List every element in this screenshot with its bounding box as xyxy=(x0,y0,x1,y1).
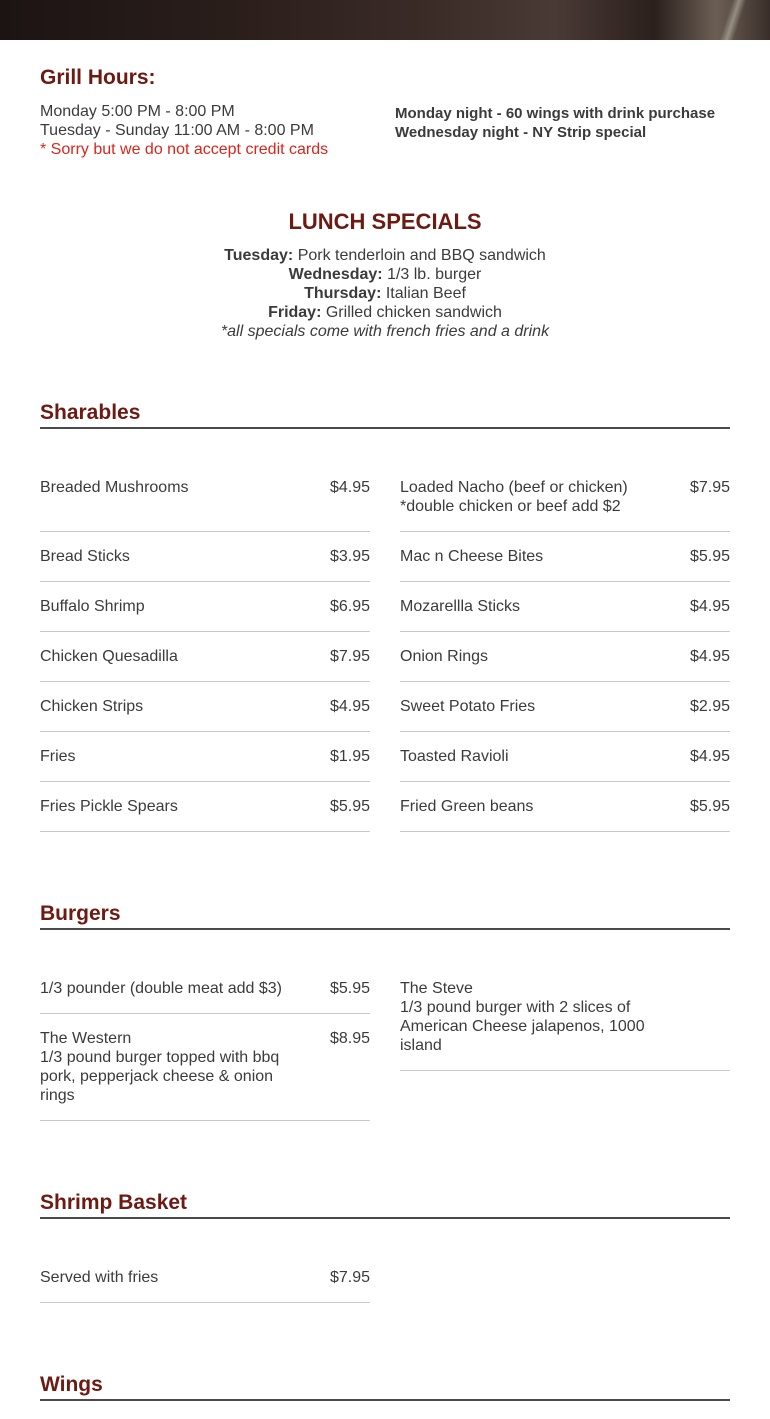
section-title-shrimp-basket: Shrimp Basket xyxy=(40,1190,730,1219)
item-name: The Western xyxy=(40,1030,132,1047)
sharables-right-column xyxy=(400,478,730,832)
item-name: The Steve xyxy=(400,980,473,997)
item-price: $7.95 xyxy=(329,1269,370,1286)
menu-item xyxy=(400,478,730,532)
item-name: Buffalo Shrimp xyxy=(40,598,145,615)
item-description: *double chicken or beef add $2 xyxy=(400,498,621,515)
item-name: Chicken Quesadilla xyxy=(40,648,178,665)
item-price: $5.95 xyxy=(329,798,370,815)
header-banner-image xyxy=(0,0,770,40)
menu-item xyxy=(40,732,370,782)
item-name: Breaded Mushrooms xyxy=(40,479,189,496)
item-price: $5.95 xyxy=(689,548,730,565)
item-price: $1.95 xyxy=(329,748,370,765)
section-title-burgers: Burgers xyxy=(40,901,730,930)
item-name: Onion Rings xyxy=(400,648,489,665)
item-name: Served with fries xyxy=(40,1269,159,1286)
item-name: Chicken Strips xyxy=(40,698,144,715)
item-price: $4.95 xyxy=(689,648,730,665)
lunch-day: Tuesday: xyxy=(224,247,294,264)
menu-item xyxy=(40,979,370,1014)
item-description: 1/3 pound burger with 2 slices of American Cheese jalapenos, 1000 island xyxy=(400,999,645,1054)
item-price: $4.95 xyxy=(689,598,730,615)
lunch-note: *all specials come with french fries and a drink xyxy=(220,323,550,340)
burgers-left-column xyxy=(40,979,370,1121)
lunch-specials-title: LUNCH SPECIALS xyxy=(288,209,482,234)
section-title-wings: Wings xyxy=(40,1372,730,1401)
menu-item xyxy=(40,532,370,582)
item-name: Fries Pickle Spears xyxy=(40,798,178,815)
item-name: Toasted Ravioli xyxy=(400,748,509,765)
lunch-specials xyxy=(0,246,770,341)
grill-hours xyxy=(40,102,328,159)
item-price: $6.95 xyxy=(329,598,370,615)
menu-item xyxy=(400,782,730,832)
menu-item xyxy=(40,478,370,532)
menu-item xyxy=(40,682,370,732)
lunch-special-row xyxy=(0,246,770,265)
section-title-sharables: Sharables xyxy=(40,400,730,429)
item-price: $3.95 xyxy=(329,548,370,565)
shrimp-left-column xyxy=(40,1268,370,1303)
lunch-day: Wednesday: xyxy=(288,266,383,283)
menu-item xyxy=(400,682,730,732)
item-price: $4.95 xyxy=(689,748,730,765)
menu-item xyxy=(400,732,730,782)
menu-item xyxy=(40,782,370,832)
menu-item xyxy=(400,532,730,582)
item-name: Mozarellla Sticks xyxy=(400,598,521,615)
hours-line: Tuesday - Sunday 11:00 AM - 8:00 PM xyxy=(40,122,314,139)
item-price: $7.95 xyxy=(329,648,370,665)
sharables-left-column xyxy=(40,478,370,832)
hours-line: Monday 5:00 PM - 8:00 PM xyxy=(40,103,235,120)
item-price: $8.95 xyxy=(329,1030,370,1047)
menu-item xyxy=(40,582,370,632)
weekly-special: Monday night - 60 wings with drink purchase xyxy=(395,105,716,122)
item-name: Loaded Nacho (beef or chicken) xyxy=(400,479,628,496)
lunch-special-row xyxy=(0,284,770,303)
item-name: Bread Sticks xyxy=(40,548,130,565)
lunch-special-row xyxy=(0,303,770,322)
burgers-right-column xyxy=(400,979,730,1071)
menu-item xyxy=(40,1014,370,1121)
item-price: $4.95 xyxy=(329,479,370,496)
item-price: $4.95 xyxy=(329,698,370,715)
lunch-day: Friday: xyxy=(268,304,322,321)
menu-item xyxy=(400,979,730,1071)
lunch-item: 1/3 lb. burger xyxy=(387,266,482,283)
item-name: 1/3 pounder (double meat add $3) xyxy=(40,980,282,997)
menu-item xyxy=(400,632,730,682)
item-name: Fried Green beans xyxy=(400,798,534,815)
menu-item xyxy=(400,582,730,632)
weekly-specials xyxy=(395,104,715,142)
grill-hours-title: Grill Hours: xyxy=(40,66,156,89)
lunch-item: Grilled chicken sandwich xyxy=(325,304,502,321)
lunch-item: Italian Beef xyxy=(385,285,466,302)
item-price: $2.95 xyxy=(689,698,730,715)
item-name: Sweet Potato Fries xyxy=(400,698,536,715)
menu-item xyxy=(40,632,370,682)
item-description: 1/3 pound burger topped with bbq pork, pepperjack cheese & onion rings xyxy=(40,1049,280,1104)
lunch-day: Thursday: xyxy=(304,285,382,302)
lunch-item: Pork tenderloin and BBQ sandwich xyxy=(297,247,546,264)
item-price: $5.95 xyxy=(689,798,730,815)
lunch-special-row xyxy=(0,265,770,284)
item-price: $7.95 xyxy=(689,479,730,496)
weekly-special: Wednesday night - NY Strip special xyxy=(395,124,647,141)
item-price: $5.95 xyxy=(329,980,370,997)
item-name: Mac n Cheese Bites xyxy=(400,548,544,565)
credit-card-notice: * Sorry but we do not accept credit cards xyxy=(40,141,329,158)
menu-item xyxy=(40,1268,370,1303)
item-name: Fries xyxy=(40,748,76,765)
